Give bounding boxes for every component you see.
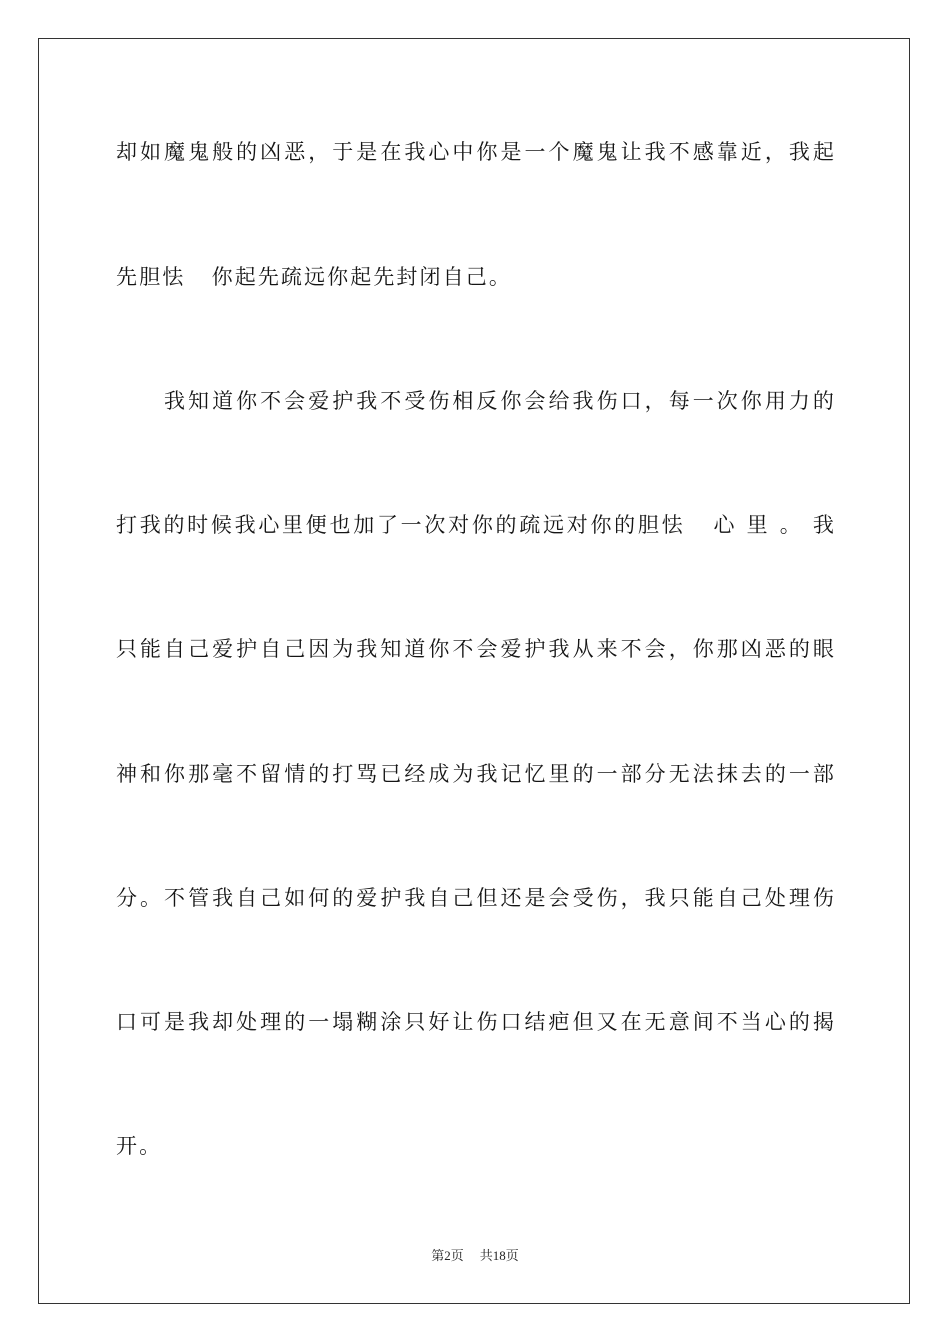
page-total: 共18页: [479, 1248, 519, 1263]
page-footer: [0, 1247, 950, 1265]
body-text-line-7: 分。不管我自己如何的爱护我自己但还是会受伤，我只能自己处理伤: [116, 886, 836, 910]
body-text-line-9: 开。: [116, 1134, 163, 1158]
body-text-line-3: 我知道你不会爱护我不受伤相反你会给我伤口，每一次你用力的: [164, 389, 836, 413]
body-text-line-8: 口可是我却处理的一塌糊涂只好让伤口结疤但又在无意间不当心的揭: [116, 1010, 836, 1034]
body-text-line-6: 神和你那毫不留情的打骂已经成为我记忆里的一部分无法抹去的一部: [116, 762, 836, 786]
body-text-line-5: 只能自己爱护自己因为我知道你不会爱护我从来不会，你那凶恶的眼: [116, 637, 836, 661]
body-text-line-1: 却如魔鬼般的凶恶，于是在我心中你是一个魔鬼让我不感靠近，我起: [116, 140, 836, 164]
body-text-line-4: 打我的时候我心里便也加了一次对你的疏远对你的胆怯 心 里 。 我: [116, 513, 836, 537]
page-border: [38, 38, 910, 1304]
page-number: 第2页: [431, 1248, 464, 1263]
body-text-line-2: 先胆怯 你起先疏远你起先封闭自己。: [116, 265, 512, 289]
